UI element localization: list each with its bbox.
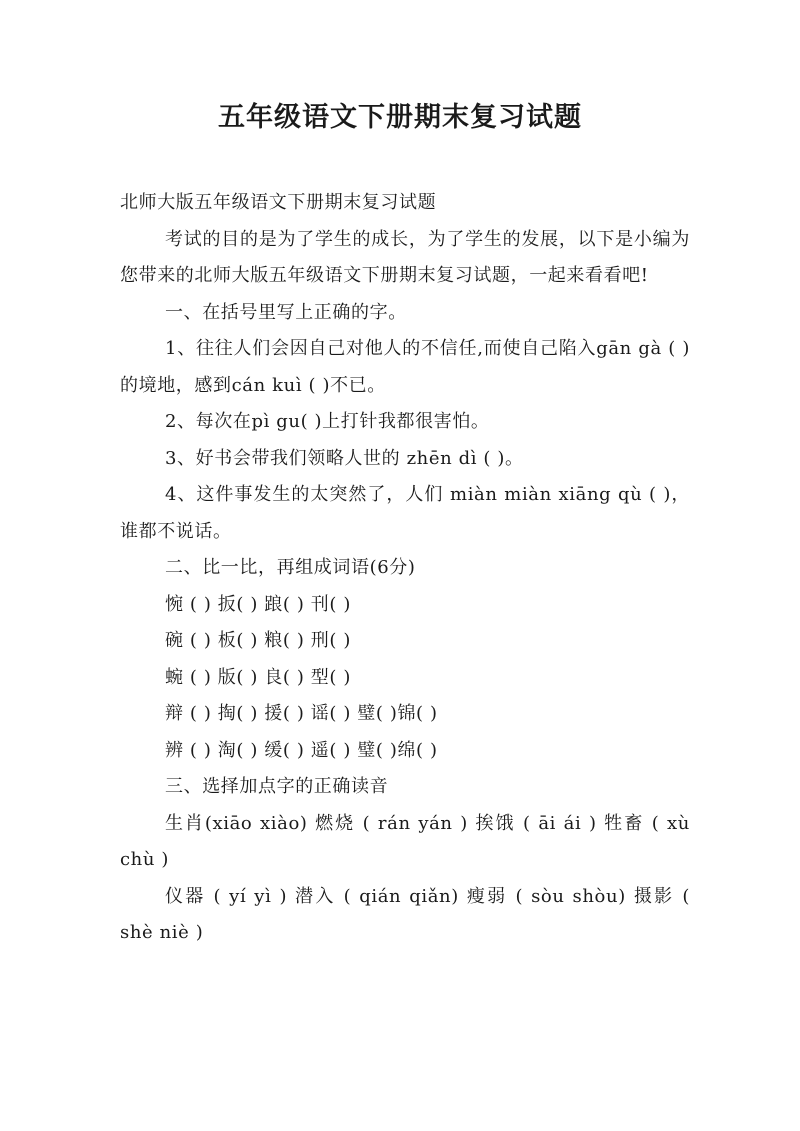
compare-row-3: 蜿 ( ) 版( ) 良( ) 型( ) bbox=[165, 666, 351, 688]
document-title: 五年级语文下册期末复习试题 bbox=[218, 102, 582, 133]
question-4: 4、这件事发生的太突然了，人们 miàn miàn xiāng qù ( )，谁都不说话。 bbox=[120, 484, 690, 542]
section-1-heading: 一、在括号里写上正确的字。 bbox=[165, 301, 407, 323]
question-1: 1、往往人们会因自己对他人的不信任,而使自己陷入gān gà ( )的境地，感到cán kuì ( )不已。 bbox=[120, 338, 690, 396]
pinyin-row-2: 仪器 ( yí yì ) 潜入 ( qián qiǎn) 瘦弱 ( sòu shòu) 摄影 ( shè niè ) bbox=[120, 885, 690, 943]
question-3: 3、好书会带我们领略人世的 zhēn dì ( )。 bbox=[165, 447, 524, 469]
compare-row-4: 辩 ( ) 掏( ) 援( ) 谣( ) 璧( )锦( ) bbox=[165, 703, 438, 724]
compare-row-1: 惋 ( ) 扳( ) 踉( ) 刊( ) bbox=[165, 593, 351, 615]
compare-row-5: 辨 ( ) 淘( ) 缓( ) 遥( ) 璧( )绵( ) bbox=[165, 739, 438, 761]
document-body bbox=[120, 185, 690, 952]
document-subtitle: 北师大版五年级语文下册期末复习试题 bbox=[120, 192, 437, 213]
question-2: 2、每次在pì gu( )上打针我都很害怕。 bbox=[165, 411, 490, 432]
section-3-heading: 三、选择加点字的正确读音 bbox=[165, 776, 389, 797]
intro-paragraph: 考试的目的是为了学生的成长，为了学生的发展，以下是小编为您带来的北师大版五年级语文下册期末复习试题，一起来看看吧! bbox=[120, 228, 690, 286]
compare-row-2: 碗 ( ) 板( ) 粮( ) 刑( ) bbox=[165, 630, 351, 651]
section-2-heading: 二、比一比，再组成词语(6分) bbox=[165, 557, 416, 578]
pinyin-row-1: 生肖(xiāo xiào) 燃烧 ( rán yán ) 挨饿 ( āi ái ) 牲畜 ( xù chù ) bbox=[120, 812, 690, 870]
